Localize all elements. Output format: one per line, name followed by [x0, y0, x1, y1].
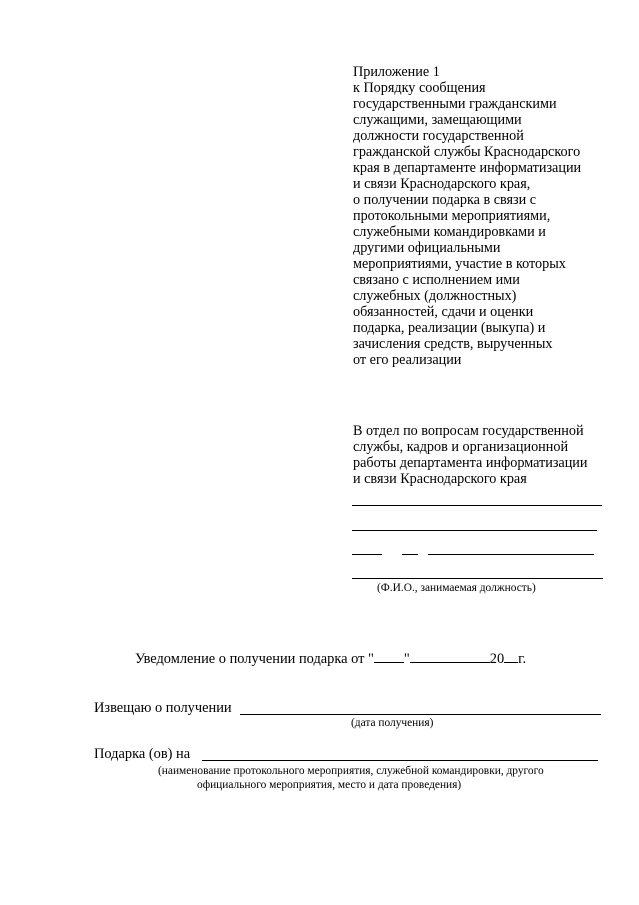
sender-fill-line[interactable] — [402, 554, 418, 555]
day-blank[interactable] — [374, 649, 404, 663]
addressee-line: службы, кадров и организационной — [353, 439, 569, 455]
addressee-line: работы департамента информатизации — [353, 455, 588, 471]
sender-fill-line[interactable] — [428, 554, 594, 555]
appendix-line: служебными командировками и — [353, 224, 546, 240]
gift-caption-line-2: официального мероприятия, место и дата проведения) — [197, 779, 462, 791]
year-blank[interactable] — [504, 649, 518, 663]
appendix-line: от его реализации — [353, 352, 462, 368]
appendix-line: служащими, замещающими — [353, 112, 522, 128]
sender-fill-line[interactable] — [352, 505, 602, 506]
appendix-line: протокольными мероприятиями, — [353, 208, 551, 224]
receipt-date-field[interactable] — [240, 714, 601, 715]
appendix-header — [353, 64, 581, 368]
appendix-line: подарка, реализации (выкупа) и — [353, 320, 546, 336]
gift-event-field[interactable] — [202, 760, 598, 761]
appendix-line: зачисления средств, вырученных — [353, 336, 553, 352]
appendix-line: связано с исполнением ими — [353, 272, 520, 288]
sender-fill-line[interactable] — [352, 578, 603, 579]
appendix-line: края в департаменте информатизации — [353, 160, 582, 176]
appendix-line: служебных (должностных) — [353, 288, 517, 304]
year-prefix: 20 — [489, 651, 505, 667]
addressee-line: В отдел по вопросам государственной — [353, 423, 584, 439]
appendix-line: и связи Краснодарского края, — [353, 176, 531, 192]
gift-caption-line-1: (наименование протокольного мероприятия, служебной командировки, другого — [158, 765, 544, 777]
appendix-line: государственными гражданскими — [353, 96, 557, 112]
appendix-line: гражданской службы Краснодарского — [353, 144, 581, 160]
notification-quote: " — [403, 651, 410, 667]
notification-line — [135, 649, 526, 667]
receipt-caption: (дата получения) — [351, 717, 434, 729]
appendix-line: о получении подарка в связи с — [353, 192, 537, 208]
sender-fill-line[interactable] — [352, 530, 597, 531]
appendix-line: Приложение 1 — [353, 64, 440, 80]
month-blank[interactable] — [410, 649, 490, 663]
sender-caption: (Ф.И.О., занимаемая должность) — [377, 582, 536, 594]
year-suffix: г. — [518, 651, 527, 667]
gift-label: Подарка (ов) на — [94, 746, 191, 762]
notification-text: Уведомление о получении подарка от " — [135, 651, 374, 667]
addressee-line: и связи Краснодарского края — [353, 471, 527, 487]
sender-fill-line[interactable] — [352, 554, 382, 555]
appendix-line: должности государственной — [353, 128, 524, 144]
appendix-line: к Порядку сообщения — [353, 80, 486, 96]
appendix-line: обязанностей, сдачи и оценки — [353, 304, 534, 320]
appendix-line: другими официальными — [353, 240, 501, 256]
addressee-block — [353, 423, 588, 487]
receipt-label: Извещаю о получении — [94, 700, 232, 716]
appendix-line: мероприятиями, участие в которых — [353, 256, 566, 272]
